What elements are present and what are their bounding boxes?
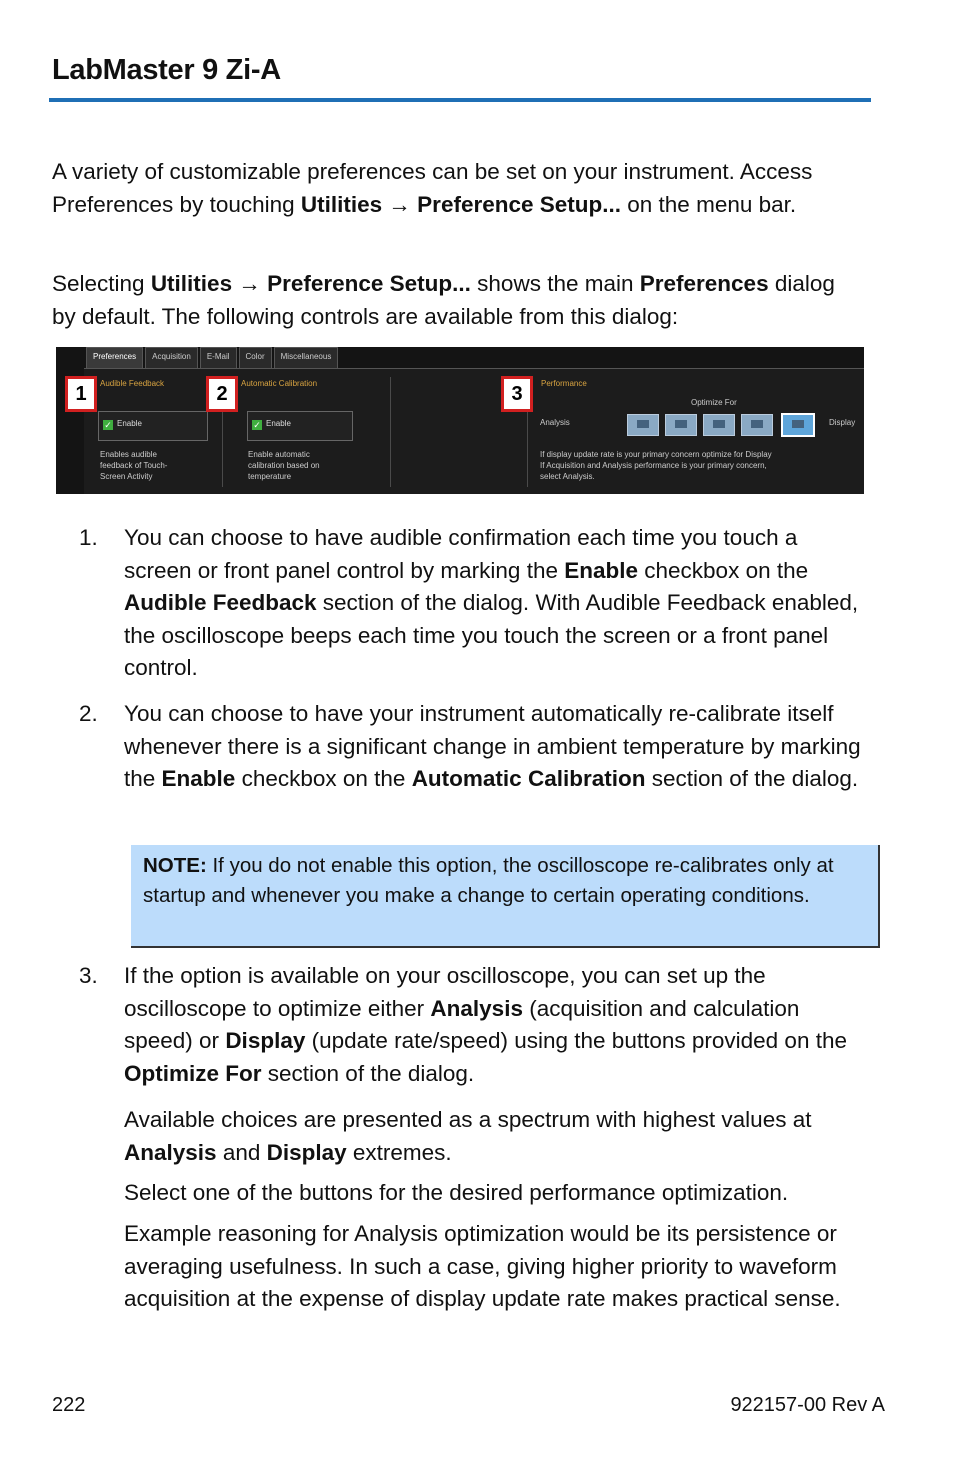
tab-miscellaneous[interactable]: Miscellaneous: [274, 347, 339, 369]
item-text: checkbox on the: [638, 557, 809, 583]
intro-text: shows the main: [470, 271, 640, 296]
optimize-analysis-button[interactable]: [627, 414, 659, 436]
para-text: and: [216, 1139, 267, 1165]
preferences-dialog-screenshot: [56, 347, 864, 494]
item-text: section of the dialog. With Audible Feedback enabled, the oscilloscope beeps each time you touch the screen or a front panel control.: [124, 590, 859, 680]
header-rule: [49, 98, 871, 102]
audible-enable-checkbox[interactable]: [98, 411, 208, 441]
list-number-2: 2.: [79, 701, 98, 726]
callout-2: 2: [206, 376, 238, 412]
item-text: section of the dialog.: [645, 766, 859, 791]
document-number: 922157-00 Rev A: [730, 1394, 885, 1416]
display-icon: [751, 420, 763, 428]
item-text: checkbox on the: [235, 766, 412, 791]
item-text: You can choose to have your instrument automatically re-calibrate itself whenever there is a significant change in ambient temperature by marking the: [124, 701, 861, 791]
intro-text: on the menu bar.: [621, 191, 797, 217]
dialog-name: Preferences: [639, 271, 769, 296]
display-label: Display: [829, 418, 856, 427]
performance-description: [540, 449, 860, 482]
list-item-2: [124, 698, 869, 796]
para-text: Available choices are presented as a spectrum with highest values at: [124, 1107, 812, 1132]
audible-feedback-title: Audible Feedback: [100, 379, 165, 388]
display-icon: [792, 420, 804, 428]
desc-line: select Analysis.: [540, 472, 595, 481]
automatic-calibration-title: Automatic Calibration: [241, 379, 318, 388]
item-text: If the option is available on your oscilloscope, you can set up the oscilloscope to optimize either: [124, 963, 766, 1021]
dialog-tabs: [86, 347, 340, 369]
spectrum-paragraph: [124, 1104, 869, 1169]
page-number: 222: [52, 1394, 86, 1416]
menu-path: Utilities → Preference Setup...: [300, 191, 622, 217]
menu-path: Utilities → Preference Setup...: [150, 271, 471, 296]
optimize-level-2-button[interactable]: [665, 414, 697, 436]
item-text: You can choose to have audible confirmation each time you touch a screen or front panel control by marking the: [124, 525, 798, 583]
list-item-1: [124, 522, 869, 685]
optimize-level-3-button[interactable]: [703, 414, 735, 436]
audible-description: Enables audible feedback of Touch-Screen Activity: [100, 450, 168, 481]
item-text: section of the dialog.: [261, 1060, 475, 1086]
intro-paragraph-1: [52, 156, 842, 221]
item-bold: Enable: [564, 557, 639, 583]
callout-3: 3: [501, 376, 533, 412]
note-body: If you do not enable this option, the oscilloscope re-calibrates only at startup and whenever you make a change to certain operating conditions.: [143, 854, 834, 907]
para-bold: Analysis: [124, 1139, 217, 1165]
tab-email[interactable]: E-Mail: [200, 347, 237, 369]
performance-title: Performance: [541, 379, 587, 388]
checkbox-label: Enable: [117, 419, 142, 428]
note-text: [143, 851, 868, 910]
list-number-3: 3.: [79, 963, 98, 988]
item-bold: Optimize For: [124, 1060, 262, 1086]
item-text: (acquisition and calculation speed) or: [124, 995, 800, 1053]
checkmark-icon: ✓: [104, 420, 112, 430]
checkbox-label: Enable: [266, 419, 291, 428]
list-item-3: [124, 960, 869, 1090]
analysis-label: Analysis: [540, 418, 570, 427]
page-header-title: LabMaster 9 Zi-A: [52, 54, 281, 86]
tab-color[interactable]: Color: [239, 347, 272, 369]
checkmark-icon: ✓: [253, 420, 261, 430]
item-bold: Automatic Calibration: [411, 766, 646, 791]
autocal-description: Enable automatic calibration based on temperature: [248, 450, 320, 481]
preferences-panel: [75, 368, 864, 494]
callout-1: 1: [65, 376, 97, 412]
item-bold: Audible Feedback: [124, 590, 317, 615]
item-bold: Enable: [161, 766, 236, 791]
desc-line: If display update rate is your primary concern optimize for Display: [540, 450, 772, 459]
waveform-icon: [637, 420, 649, 428]
para-bold: Display: [266, 1139, 347, 1165]
intro-text: dialog by default. The following controls are available from this dialog:: [52, 271, 835, 329]
item-text: (update rate/speed) using the buttons provided on the: [305, 1028, 847, 1053]
para-text: extremes.: [346, 1139, 452, 1165]
intro-text: A variety of customizable preferences can be set on your instrument. Access Preferences by touching: [52, 159, 813, 217]
waveform-icon: [713, 420, 725, 428]
waveform-icon: [675, 420, 687, 428]
optimize-level-4-button[interactable]: [741, 414, 773, 436]
list-number-1: 1.: [79, 525, 98, 550]
select-paragraph: Select one of the buttons for the desired performance optimization.: [124, 1180, 789, 1205]
example-paragraph: Example reasoning for Analysis optimization would be its persistence or averaging usefulness. In such a case, giving higher priority to waveform acquisition at the expense of display update rate makes practical sense.: [124, 1221, 841, 1311]
autocal-enable-checkbox[interactable]: [247, 411, 353, 441]
intro-text: Selecting: [52, 271, 151, 296]
tab-preferences[interactable]: Preferences: [86, 347, 143, 369]
optimize-for-label: Optimize For: [691, 398, 737, 407]
tab-acquisition[interactable]: Acquisition: [145, 347, 198, 369]
optimize-display-button[interactable]: [781, 413, 815, 437]
note-box: [131, 845, 880, 948]
desc-line: If Acquisition and Analysis performance is your primary concern,: [540, 461, 767, 470]
intro-paragraph-2: [52, 268, 842, 333]
divider: [390, 377, 391, 487]
item-bold: Display: [225, 1028, 306, 1053]
note-label: NOTE:: [143, 854, 207, 877]
item-bold: Analysis: [430, 995, 523, 1021]
